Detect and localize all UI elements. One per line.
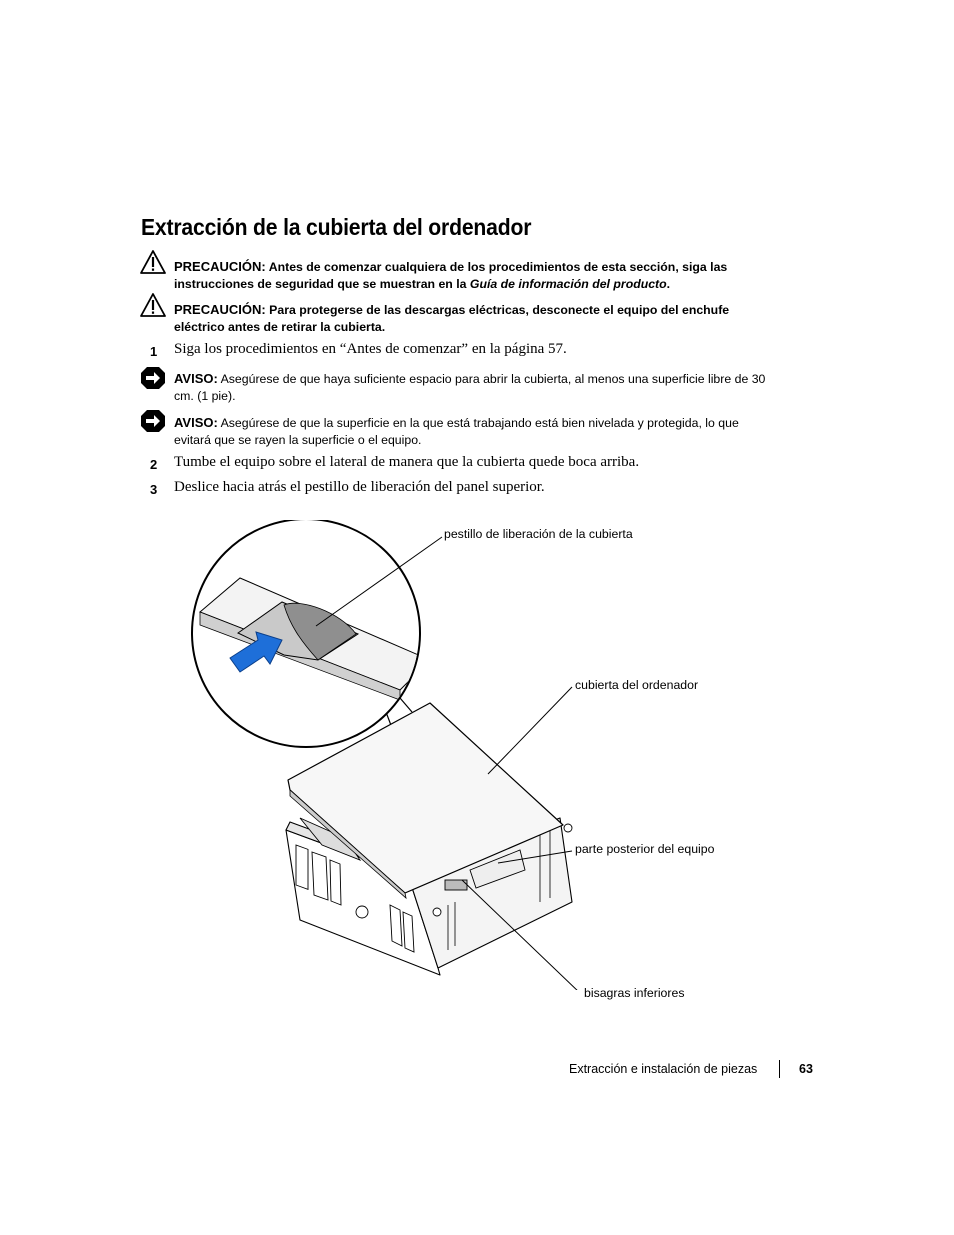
step-text-1: Siga los procedimientos en “Antes de comenzar” en la página 57. xyxy=(174,341,567,357)
footer-divider xyxy=(779,1060,780,1078)
notice-note-1 xyxy=(174,370,774,405)
caution-guide-title: Guía de información del producto xyxy=(469,277,667,291)
step-number-1: 1 xyxy=(150,344,158,359)
step-number-3: 3 xyxy=(150,482,158,497)
caution-note-1 xyxy=(174,258,774,293)
warning-triangle-icon xyxy=(140,293,166,317)
page-title: Extracción de la cubierta del ordenador xyxy=(141,214,532,240)
latch-zoom-view xyxy=(192,520,430,747)
footer-section-title: Extracción e instalación de piezas xyxy=(569,1062,758,1076)
notice-arrow-icon xyxy=(140,409,166,433)
step-text-3: Deslice hacia atrás el pestillo de liberación del panel superior. xyxy=(174,479,545,495)
notice-text: Asegúrese de que haya suficiente espacio para abrir la cubierta, al menos una superficie libre de 30 cm. (1 pie). xyxy=(174,372,766,403)
caution-text-end: . xyxy=(666,277,671,291)
page-number: 63 xyxy=(799,1062,813,1076)
notice-note-2 xyxy=(174,414,774,449)
caution-note-2 xyxy=(174,301,774,336)
warning-triangle-icon xyxy=(140,250,166,274)
cover-removal-illustration xyxy=(180,520,600,990)
callout-computer-back: parte posterior del equipo xyxy=(575,842,715,856)
step-text-2: Tumbe el equipo sobre el lateral de manera que la cubierta quede boca arriba. xyxy=(174,454,640,470)
caution-text: Para protegerse de las descargas eléctricas, desconecte el equipo del enchufe eléctrico antes de retirar la cubierta. xyxy=(174,303,730,334)
caution-label: PRECAUCIÓN: xyxy=(174,302,266,317)
callout-bottom-hinges: bisagras inferiores xyxy=(584,986,685,1000)
caution-text: Antes de comenzar cualquiera de los procedimientos de esta sección, siga las instrucciones de seguridad que se muestran en la xyxy=(174,260,728,291)
callout-computer-cover: cubierta del ordenador xyxy=(575,678,699,692)
step-number-2: 2 xyxy=(150,457,158,472)
caution-label: PRECAUCIÓN: xyxy=(174,259,266,274)
notice-label: AVISO: xyxy=(174,415,218,430)
notice-arrow-icon xyxy=(140,366,166,390)
notice-label: AVISO: xyxy=(174,371,218,386)
callout-cover-release-latch: pestillo de liberación de la cubierta xyxy=(444,527,633,541)
notice-text: Asegúrese de que la superficie en la que está trabajando está bien nivelada y protegida, lo que evitará que se rayen la superficie o el equipo. xyxy=(174,416,739,447)
